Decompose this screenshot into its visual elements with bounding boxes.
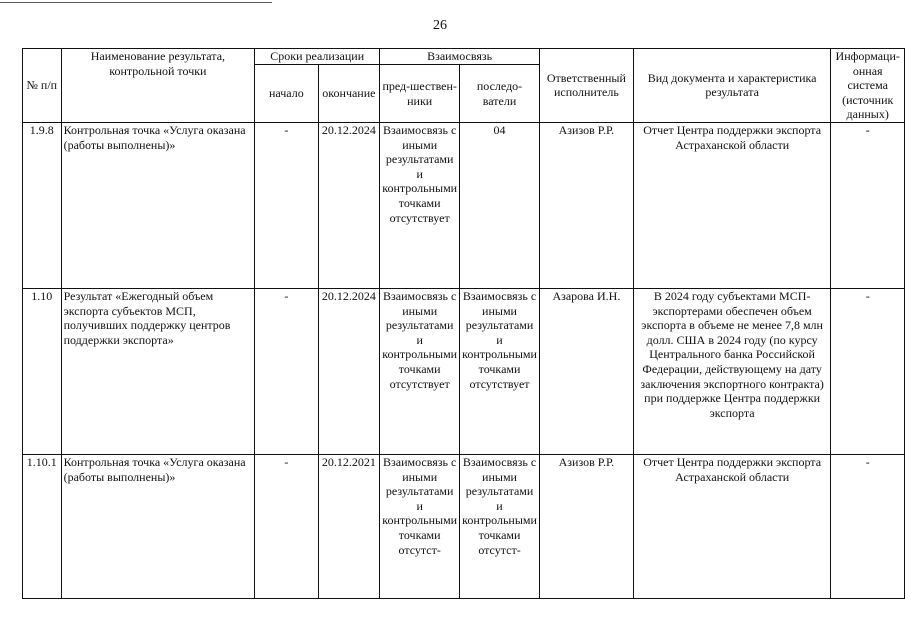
row-predecessors: Взаимосвязь с иными результатами и контрольными точками отсутствует bbox=[380, 122, 460, 288]
row-responsible: Азизов Р.Р. bbox=[539, 122, 633, 288]
row-info-system: - bbox=[831, 454, 905, 598]
table-row bbox=[23, 288, 905, 454]
row-responsible: Азарова И.Н. bbox=[539, 288, 633, 454]
table-row bbox=[23, 454, 905, 598]
header-responsible: Ответственный исполнитель bbox=[539, 49, 633, 123]
page-number: 26 bbox=[433, 18, 447, 33]
row-num: 1.9.8 bbox=[23, 122, 62, 288]
header-predecessors: пред-шествен-ники bbox=[380, 65, 460, 123]
row-name: Контрольная точка «Услуга оказана (работы выполнены)» bbox=[61, 122, 255, 288]
row-successors: 04 bbox=[460, 122, 540, 288]
table-row bbox=[23, 122, 905, 288]
row-name: Результат «Ежегодный объем экспорта субъектов МСП, получивших поддержку центров поддержки экспорта» bbox=[61, 288, 255, 454]
header-document: Вид документа и характеристика результата bbox=[633, 49, 831, 123]
row-end: 20.12.2021 bbox=[318, 454, 380, 598]
row-responsible: Азизов Р.Р. bbox=[539, 454, 633, 598]
header-start: начало bbox=[255, 65, 318, 123]
row-start: - bbox=[255, 122, 318, 288]
row-name: Контрольная точка «Услуга оказана (работы выполнены)» bbox=[61, 454, 255, 598]
row-predecessors: Взаимосвязь с иными результатами и контрольными точками отсутствует bbox=[380, 288, 460, 454]
results-table bbox=[22, 48, 905, 599]
header-end: окончание bbox=[318, 65, 380, 123]
header-successors: последо-ватели bbox=[460, 65, 540, 123]
header-name: Наименование результата, контрольной точки bbox=[61, 49, 255, 123]
row-start: - bbox=[255, 454, 318, 598]
header-terms: Сроки реализации bbox=[255, 49, 380, 65]
row-start: - bbox=[255, 288, 318, 454]
row-end: 20.12.2024 bbox=[318, 288, 380, 454]
row-document: Отчет Центра поддержки экспорта Астраханской области bbox=[633, 122, 831, 288]
row-document: В 2024 году субъектами МСП-экспортерами обеспечен объем экспорта в объеме не менее 7,8 млн долл. США в 2024 году (по курсу Центрального банка Российской Федерации, действующему на дату заключения экспортного контракта) при поддержке Центра поддержки экспорта bbox=[633, 288, 831, 454]
header-info-system: Информаци-онная система (источник данных) bbox=[831, 49, 905, 123]
header-links: Взаимосвязь bbox=[380, 49, 540, 65]
row-num: 1.10.1 bbox=[23, 454, 62, 598]
row-num: 1.10 bbox=[23, 288, 62, 454]
row-successors: Взаимосвязь с иными результатами и контрольными точками отсутст- bbox=[460, 454, 540, 598]
row-end: 20.12.2024 bbox=[318, 122, 380, 288]
row-info-system: - bbox=[831, 288, 905, 454]
row-document: Отчет Центра поддержки экспорта Астраханской области bbox=[633, 454, 831, 598]
row-predecessors: Взаимосвязь с иными результатами и контрольными точками отсутст- bbox=[380, 454, 460, 598]
header-num: № п/п bbox=[23, 49, 62, 123]
row-info-system: - bbox=[831, 122, 905, 288]
row-successors: Взаимосвязь с иными результатами и контрольными точками отсутствует bbox=[460, 288, 540, 454]
top-rule bbox=[0, 2, 272, 3]
